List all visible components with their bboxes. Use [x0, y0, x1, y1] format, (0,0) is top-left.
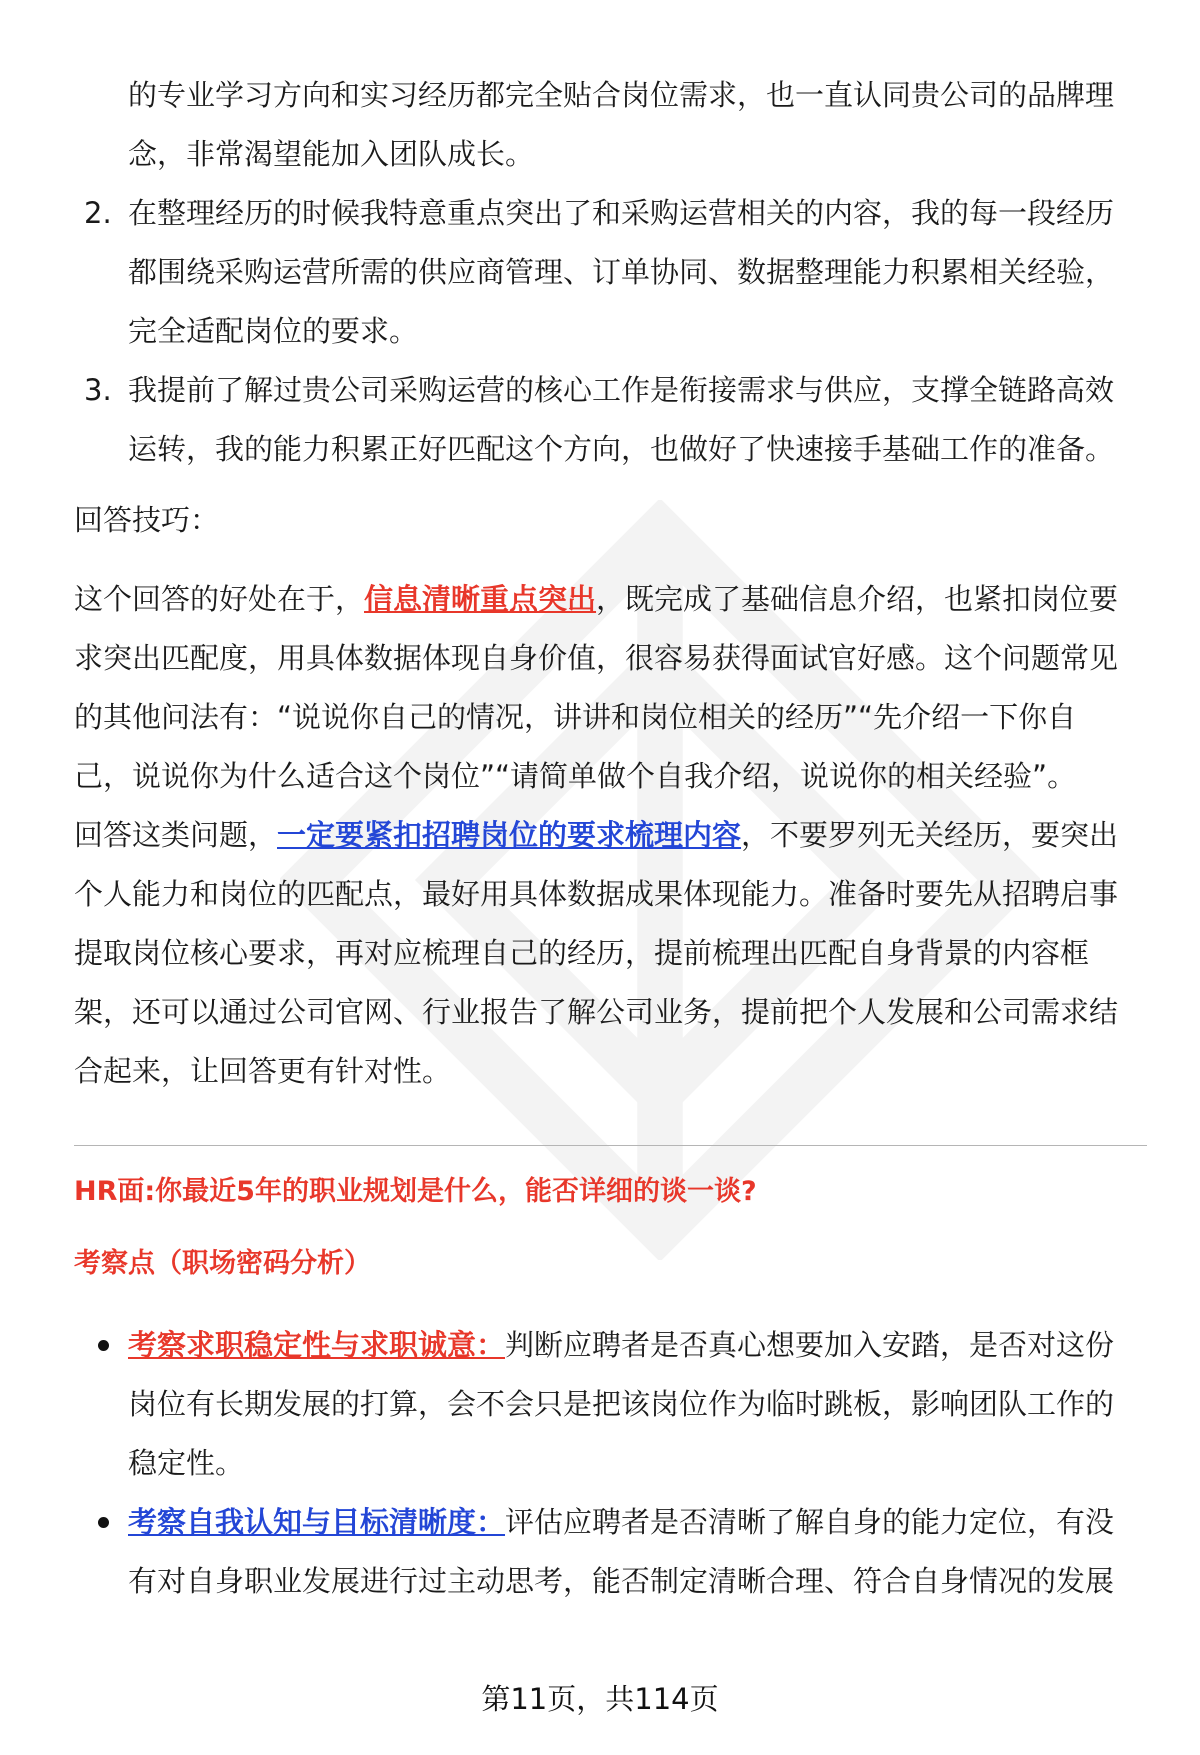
document-page [74, 66, 1147, 1611]
numbered-list [74, 184, 1147, 479]
text-line: 运转，我的能力积累正好匹配这个方向，也做好了快速接手基础工作的准备。 [128, 432, 1115, 466]
list-item [74, 1493, 1147, 1611]
text-span: 这个回答的好处在于， [74, 582, 365, 616]
text-line [128, 1493, 1147, 1552]
section-heading: 考察点（职场密码分析） [74, 1248, 371, 1279]
highlight-keyword: 信息清晰重点突出 [364, 582, 597, 616]
text-line: 我提前了解过贵公司采购运营的核心工作是衔接需求与供应，支撑全链路高效 [128, 373, 1115, 407]
highlight-keyword: 考察自我认知与目标清晰度： [128, 1505, 506, 1539]
tips-label: 回答技巧： [74, 503, 220, 537]
text-line: 合起来，让回答更有针对性。 [74, 1054, 452, 1088]
text-line: 有对自身职业发展进行过主动思考，能否制定清晰合理、符合自身情况的发展 [128, 1564, 1115, 1598]
bullet-icon [98, 1517, 109, 1528]
text-line: 在整理经历的时候我特意重点突出了和采购运营相关的内容，我的每一段经历 [128, 196, 1115, 230]
list-item [74, 184, 1147, 361]
text-line: 的专业学习方向和实习经历都完全贴合岗位需求，也一直认同贵公司的品牌理 [128, 78, 1115, 112]
text-span: 判断应聘者是否真心想要加入安踏，是否对这份 [505, 1328, 1115, 1362]
text-line: 己，说说你为什么适合这个岗位”“请简单做个自我介绍，说说你的相关经验”。 [74, 759, 1077, 793]
list-number: 3. [84, 373, 112, 407]
text-line: 完全适配岗位的要求。 [128, 314, 419, 348]
page-footer: 第11页，共114页 [481, 1682, 719, 1716]
continuation-item [74, 66, 1147, 184]
text-line: 架，还可以通过公司官网、行业报告了解公司业务，提前把个人发展和公司需求结 [74, 995, 1119, 1029]
question-heading: HR面:你最近5年的职业规划是什么，能否详细的谈一谈? [74, 1176, 757, 1207]
bullet-list [74, 1316, 1147, 1611]
text-span: ，不要罗列无关经历，要突出 [741, 818, 1119, 852]
divider [74, 1145, 1147, 1146]
text-line: 都围绕采购运营所需的供应商管理、订单协同、数据整理能力积累相关经验， [128, 255, 1115, 289]
text-span: 回答这类问题， [74, 818, 278, 852]
list-item [74, 361, 1147, 479]
text-line: 稳定性。 [128, 1446, 245, 1480]
tips-paragraph [74, 570, 1147, 1101]
text-line: 求突出匹配度，用具体数据体现自身价值，很容易获得面试官好感。这个问题常见 [74, 641, 1119, 675]
list-item [74, 1316, 1147, 1493]
text-line: 提取岗位核心要求，再对应梳理自己的经历，提前梳理出匹配自身背景的内容框 [74, 936, 1090, 970]
highlight-keyword: 一定要紧扣招聘岗位的要求梳理内容 [277, 818, 742, 852]
text-line: 个人能力和岗位的匹配点，最好用具体数据成果体现能力。准备时要先从招聘启事 [74, 877, 1119, 911]
bullet-icon [98, 1340, 109, 1351]
highlight-keyword: 考察求职稳定性与求职诚意： [128, 1328, 506, 1362]
text-span: ，既完成了基础信息介绍，也紧扣岗位要 [596, 582, 1119, 616]
text-span: 评估应聘者是否清晰了解自身的能力定位，有没 [505, 1505, 1115, 1539]
text-line [128, 1316, 1147, 1375]
text-line [74, 570, 1147, 629]
list-number: 2. [84, 196, 112, 230]
text-line: 的其他问法有：“说说你自己的情况，讲讲和岗位相关的经历”“先介绍一下你自 [74, 700, 1077, 734]
text-line: 念，非常渴望能加入团队成长。 [128, 137, 535, 171]
text-line [74, 806, 1147, 865]
text-line: 岗位有长期发展的打算，会不会只是把该岗位作为临时跳板，影响团队工作的 [128, 1387, 1115, 1421]
